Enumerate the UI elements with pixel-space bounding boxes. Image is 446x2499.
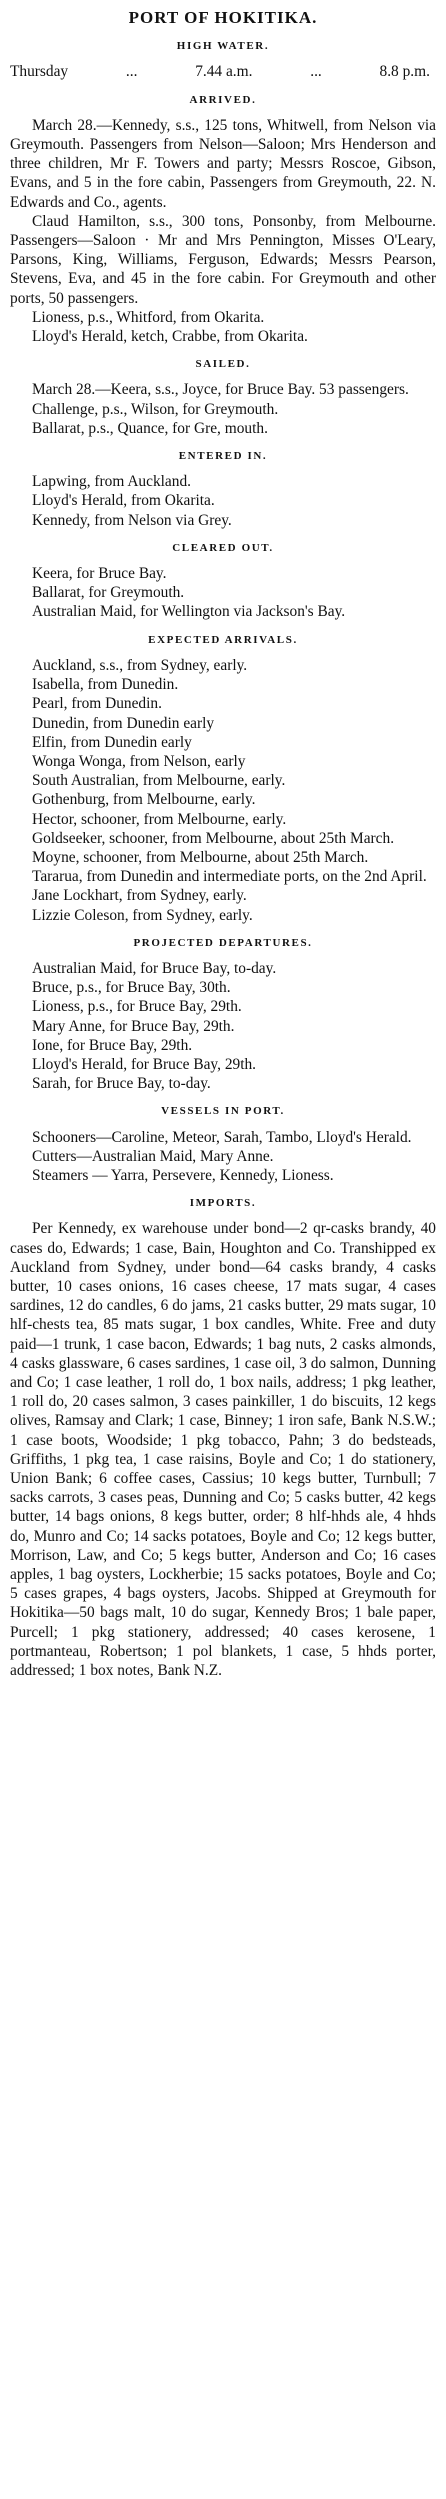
sailed-entry: Challenge, p.s., Wilson, for Greymouth.	[32, 400, 279, 418]
expected-arrivals-heading: EXPECTED ARRIVALS.	[148, 633, 298, 646]
tide-day: Thursday	[10, 63, 69, 81]
projected-departure-entry: Mary Anne, for Bruce Bay, 29th.	[32, 1017, 235, 1035]
tide-morning: 7.44 a.m.	[195, 63, 253, 81]
expected-arrival-entry: Dunedin, from Dunedin early	[32, 714, 215, 732]
entered-in-entry: Kennedy, from Nelson via Grey.	[32, 511, 232, 529]
sailed-entry: March 28.—Keera, s.s., Joyce, for Bruce Bay. 53 passengers.	[32, 381, 409, 399]
sailed-heading: SAILED.	[195, 358, 251, 371]
projected-departure-entry: Australian Maid, for Bruce Bay, to-day.	[32, 959, 277, 977]
arrived-heading: ARRIVED.	[189, 93, 257, 106]
tide-dots: ...	[125, 63, 138, 81]
cleared-out-entry: Keera, for Bruce Bay.	[32, 565, 167, 583]
high-water-heading: HIGH WATER.	[176, 40, 270, 53]
expected-arrival-entry: Goldseeker, schooner, from Melbourne, about 25th March.	[32, 829, 395, 847]
sailed-entry: Ballarat, p.s., Quance, for Gre, mouth.	[32, 419, 268, 437]
vessels-in-port-entry: Cutters—Australian Maid, Mary Anne.	[32, 1147, 274, 1165]
expected-arrival-entry: Lizzie Coleson, from Sydney, early.	[32, 906, 253, 924]
projected-departures-heading: PROJECTED DEPARTURES.	[133, 936, 313, 949]
high-water-row	[10, 62, 430, 81]
arrived-entry: Lioness, p.s., Whitford, from Okarita.	[32, 308, 265, 326]
expected-arrival-entry: Moyne, schooner, from Melbourne, about 25th March.	[32, 848, 369, 866]
arrived-entry: March 28.—Kennedy, s.s., 125 tons, Whitwell, from Nelson via Greymouth. Passengers from Nelson—Saloon; Mrs Henderson and three children, Mr F. Towers and party; Messrs Roscoe, Gibson, Evans, and 5 in the fore cabin, Passengers from Greymouth, 22. N. Edwards and Co., agents.	[10, 116, 436, 211]
projected-departure-entry: Ione, for Bruce Bay, 29th.	[32, 1036, 193, 1054]
expected-arrival-entry: Jane Lockhart, from Sydney, early.	[32, 887, 247, 905]
expected-arrival-entry: Hector, schooner, from Melbourne, early.	[32, 810, 287, 828]
vessels-in-port-entry: Schooners—Caroline, Meteor, Sarah, Tambo, Lloyd's Herald.	[32, 1128, 412, 1146]
page-title: PORT OF HOKITIKA.	[128, 8, 318, 27]
cleared-out-entry: Australian Maid, for Wellington via Jackson's Bay.	[32, 603, 346, 621]
arrived-entry: Claud Hamilton, s.s., 300 tons, Ponsonby, from Melbourne. Passengers—Saloon · Mr and Mrs Pennington, Misses O'Leary, Parsons, King, Williams, Ferguson, Edwards; Messrs Pearson, Stevens, Eva, and 45 in the fore cabin. For Greymouth and other ports, 50 passengers.	[10, 212, 436, 307]
expected-arrival-entry: South Australian, from Melbourne, early.	[32, 772, 286, 790]
projected-departure-entry: Bruce, p.s., for Bruce Bay, 30th.	[32, 979, 231, 997]
projected-departure-entry: Sarah, for Bruce Bay, to-day.	[32, 1075, 211, 1093]
imports-heading: IMPORTS.	[189, 1197, 257, 1210]
cleared-out-entry: Ballarat, for Greymouth.	[32, 584, 185, 602]
entered-in-entry: Lapwing, from Auckland.	[32, 473, 192, 491]
entered-in-entry: Lloyd's Herald, from Okarita.	[32, 492, 215, 510]
expected-arrival-entry: Isabella, from Dunedin.	[32, 676, 179, 694]
vessels-in-port-heading: VESSELS IN PORT.	[161, 1105, 285, 1118]
imports-entry: Per Kennedy, ex warehouse under bond—2 qr-casks brandy, 40 cases do, Edwards; 1 case, Bain, Houghton and Co. Transhipped ex Auckland from Sydney, under bond—64 casks brandy, 4 casks butter, 10 cases onions, 16 cases cheese, 17 mats sugar, 4 cases sardines, 12 do candles, 6 do jams, 21 casks butter, 29 mats sugar, 10 hlf-chests tea, 85 mats sugar, 1 box candles, White. Free and duty paid—1 trunk, 1 case bacon, Edwards; 1 bag nuts, 2 casks almonds, 4 casks glassware, 6 cases sardines, 1 case oil, 3 do salmon, Dunning and Co; 1 case leather, 1 roll do, 1 box nails, address; 1 pkg leather, 1 roll do, 20 cases salmon, 3 cases painkiller, 1 do biscuits, 12 kegs olives, Ramsay and Clark; 1 case, Binney; 1 iron safe, Bank N.S.W.; 1 case boots, Woodside; 1 pkg tobacco, Pahn; 3 do bedsteads, Griffiths, 1 pkg tea, 1 case raisins, Boyle and Co; 1 do stationery, Union Bank; 6 coffee cases, Cassius; 10 kegs butter, Turnbull; 7 sacks carrots, 3 cases peas, Dunning and Co; 5 casks butter, 42 kegs butter, 14 bags onions, 8 kegs butter, order; 8 hlf-hhds ale, 4 hhds do, Munro and Co; 14 sacks potatoes, Boyle and Co; 12 kegs butter, Morrison, Law, and Co; 5 kegs butter, Anderson and Co; 16 cases apples, 1 bag oysters, Lockherbie; 15 sacks potatoes, Boyle and Co; 5 cases grapes, 4 bags oysters, Jacobs. Shipped at Greymouth for Hokitika—50 bags malt, 10 do sugar, Kennedy Bros; 1 bale paper, Purcell; 1 pkg stationery, addressed; 40 cases kerosene, 1 portmanteau, Robertson; 1 pol blankets, 1 case, 5 hhds porter, addressed; 1 box notes, Bank N.Z.	[10, 1220, 436, 1680]
projected-departure-entry: Lloyd's Herald, for Bruce Bay, 29th.	[32, 1055, 257, 1073]
expected-arrival-entry: Wonga Wonga, from Nelson, early	[32, 752, 246, 770]
expected-arrival-entry: Auckland, s.s., from Sydney, early.	[32, 656, 248, 674]
expected-arrival-entry: Tararua, from Dunedin and intermediate ports, on the 2nd April.	[32, 868, 427, 886]
tide-dots: ...	[310, 63, 322, 81]
tide-evening: 8.8 p.m.	[379, 63, 430, 81]
projected-departure-entry: Lioness, p.s., for Bruce Bay, 29th.	[32, 998, 242, 1016]
expected-arrival-entry: Elfin, from Dunedin early	[32, 733, 192, 751]
vessels-in-port-entry: Steamers — Yarra, Persevere, Kennedy, Lioness.	[32, 1166, 334, 1184]
cleared-out-heading: CLEARED OUT.	[172, 541, 274, 554]
expected-arrival-entry: Gothenburg, from Melbourne, early.	[32, 791, 256, 809]
arrived-entry: Lloyd's Herald, ketch, Crabbe, from Okarita.	[32, 328, 308, 346]
entered-in-heading: ENTERED IN.	[178, 450, 268, 463]
expected-arrival-entry: Pearl, from Dunedin.	[32, 695, 162, 713]
